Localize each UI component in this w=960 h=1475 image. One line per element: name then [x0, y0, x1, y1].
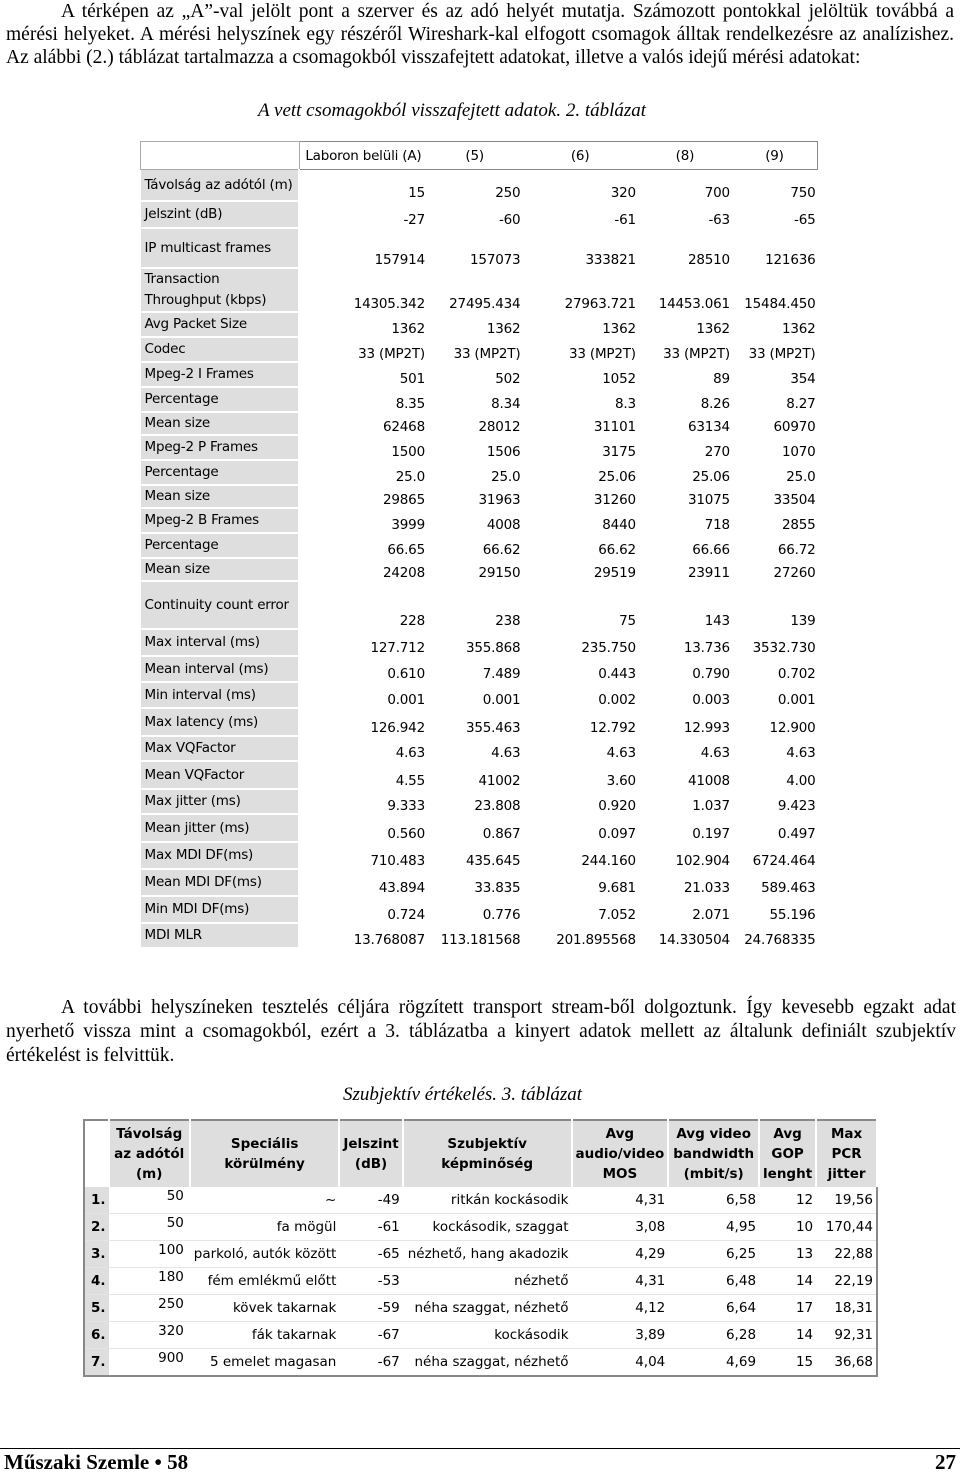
- table2-value-cell: 8440: [602, 516, 636, 533]
- table3-header-cell: Speciális körülmény: [190, 1120, 339, 1187]
- table2-value-cell: 25.06: [598, 468, 636, 485]
- table3-value-cell: 4,31: [572, 1268, 669, 1295]
- table2-caption: A vett csomagokból visszafejtett adatok. 2. táblázat: [258, 100, 647, 121]
- intro-paragraph: [6, 0, 954, 69]
- table2-value-cell: 25.0: [491, 468, 521, 485]
- table2-row: [141, 412, 818, 435]
- table3-row-number: 2.: [84, 1214, 109, 1241]
- table2-value-cell: 0.002: [598, 691, 636, 708]
- table3-header-cell: Szubjektív képminőség: [403, 1120, 572, 1187]
- table2-value-cell: 126.942: [370, 719, 425, 736]
- table2-value-cell: -63: [708, 211, 730, 228]
- table3-value-cell: 4,04: [572, 1349, 669, 1377]
- table3-row-number: 6.: [84, 1322, 109, 1349]
- table2-value-cell: 23.808: [474, 797, 521, 814]
- table2-row: [141, 814, 818, 842]
- table2-value-cell: 0.003: [692, 691, 730, 708]
- table2-row-label: Mean jitter (ms): [141, 814, 300, 842]
- table3-value-cell: néha szaggat, nézhető: [403, 1349, 572, 1377]
- table3-value-cell: 3,89: [572, 1322, 669, 1349]
- table3-value-cell: 250: [109, 1295, 190, 1322]
- table2-value-cell: 14453.061: [658, 295, 730, 312]
- table3-value-cell: ~: [190, 1187, 339, 1214]
- table3-value-cell: 14: [759, 1268, 816, 1295]
- table2-row-label: Codec: [141, 337, 300, 362]
- table2-row: [141, 896, 818, 923]
- footer-journal: Műszaki Szemle • 58: [4, 1450, 189, 1474]
- table2-value-cell: 0.001: [482, 691, 521, 708]
- table2-value-cell: 41002: [478, 772, 521, 789]
- table2-value-cell: 143: [704, 612, 730, 629]
- table2-header-cell: (5): [427, 142, 522, 170]
- table2-row: [141, 708, 818, 736]
- table2-value-cell: 270: [704, 443, 730, 460]
- table3-value-cell: 36,68: [816, 1349, 877, 1377]
- table2-value-cell: 7.489: [482, 665, 521, 682]
- table2-value-cell: 29865: [383, 491, 425, 508]
- table2-row-label: Max VQFactor: [141, 736, 300, 761]
- table3-value-cell: 4,95: [668, 1214, 759, 1241]
- table2-value-cell: 157914: [374, 251, 425, 268]
- table3-value-cell: nézhető: [403, 1268, 572, 1295]
- table2-value-cell: 62468: [383, 418, 425, 435]
- table2-value-cell: 0.497: [777, 825, 816, 842]
- table2-value-cell: 1362: [486, 320, 521, 337]
- table2-header-cell: Laboron belüli (A): [299, 142, 427, 170]
- table2-value-cell: -27: [403, 211, 425, 228]
- table2-value-cell: 12.900: [769, 719, 816, 736]
- table2-value-cell: 8.35: [395, 395, 425, 412]
- table2-row-label: Mpeg-2 P Frames: [141, 435, 300, 460]
- table2-value-cell: 27260: [773, 564, 816, 581]
- table2-value-cell: 66.62: [482, 541, 521, 558]
- table2-header-cell: (6): [522, 142, 637, 170]
- table2-value-cell: 320: [610, 184, 636, 201]
- table2-value-cell: 29519: [593, 564, 636, 581]
- table2-value-cell: 4.63: [491, 744, 521, 761]
- table2-row-label: Percentage: [141, 533, 300, 558]
- table2-value-cell: 66.72: [777, 541, 816, 558]
- table3-value-cell: 17: [759, 1295, 816, 1322]
- table3-value-cell: -65: [339, 1241, 402, 1268]
- table3-subjective-evaluation: [83, 1119, 878, 1377]
- table2-row: [141, 558, 818, 581]
- table2-value-cell: 250: [495, 184, 521, 201]
- table2-value-cell: 33504: [773, 491, 816, 508]
- table2-value-cell: 9.333: [387, 797, 425, 814]
- table3-row: [84, 1187, 877, 1214]
- table2-value-cell: 12.792: [589, 719, 636, 736]
- table2-value-cell: 31075: [688, 491, 730, 508]
- table2-value-cell: 29150: [478, 564, 521, 581]
- table2-row-label: Mean VQFactor: [141, 761, 300, 789]
- table2-row: [141, 736, 818, 761]
- table2-value-cell: 228: [399, 612, 425, 629]
- table2-value-cell: 27495.434: [449, 295, 521, 312]
- table2-value-cell: 502: [495, 370, 521, 387]
- table2-row: [141, 312, 818, 337]
- table3-value-cell: 13: [759, 1241, 816, 1268]
- table2-row: [141, 435, 818, 460]
- table2-value-cell: 238: [495, 612, 521, 629]
- table2-value-cell: 4.63: [606, 744, 636, 761]
- table3-value-cell: 50: [109, 1187, 190, 1214]
- table3-value-cell: -53: [339, 1268, 402, 1295]
- table2-value-cell: 3532.730: [752, 639, 816, 656]
- table2-value-cell: 1070: [781, 443, 816, 460]
- table3-value-cell: -67: [339, 1322, 402, 1349]
- table2-value-cell: 4.63: [395, 744, 425, 761]
- table3-value-cell: 180: [109, 1268, 190, 1295]
- table3-value-cell: fák takarnak: [190, 1322, 339, 1349]
- table2-value-cell: 355.463: [465, 719, 521, 736]
- table2-value-cell: 4.55: [395, 772, 425, 789]
- table3-row: [84, 1322, 877, 1349]
- table2-value-cell: 33 (MP2T): [358, 345, 425, 362]
- table2-value-cell: -60: [498, 211, 521, 228]
- table2-value-cell: 0.560: [387, 825, 425, 842]
- table2-value-cell: 235.750: [581, 639, 636, 656]
- table2-value-cell: 244.160: [581, 852, 636, 869]
- table3-value-cell: 5 emelet magasan: [190, 1349, 339, 1377]
- table2-value-cell: 121636: [765, 251, 816, 268]
- table3-value-cell: 320: [109, 1322, 190, 1349]
- table3-row-number: 1.: [84, 1187, 109, 1214]
- table3-value-cell: 3,08: [572, 1214, 669, 1241]
- table2-value-cell: 3175: [602, 443, 636, 460]
- table2-value-cell: 501: [399, 370, 425, 387]
- table2-row: [141, 508, 818, 533]
- table2-value-cell: 33 (MP2T): [748, 345, 816, 362]
- table2-row: [141, 869, 818, 896]
- table2-row-label: Max latency (ms): [141, 708, 300, 736]
- table3-value-cell: parkoló, autók között: [190, 1241, 339, 1268]
- table2-value-cell: 139: [790, 612, 816, 629]
- table2-value-cell: 63134: [688, 418, 730, 435]
- table2-value-cell: 89: [713, 370, 730, 387]
- table2-value-cell: 23911: [688, 564, 730, 581]
- table2-row-label: IP multicast frames: [141, 228, 300, 268]
- table2-value-cell: 102.904: [675, 852, 730, 869]
- table2-value-cell: 12.993: [683, 719, 730, 736]
- table2-value-cell: 31260: [593, 491, 636, 508]
- table3-value-cell: -59: [339, 1295, 402, 1322]
- table3-value-cell: 22,19: [816, 1268, 877, 1295]
- table2-value-cell: 333821: [585, 251, 636, 268]
- table2-value-cell: 28510: [688, 251, 730, 268]
- table2-value-cell: 0.001: [777, 691, 816, 708]
- table2-value-cell: 9.681: [598, 879, 636, 896]
- table2-row-label: Mean size: [141, 558, 300, 581]
- table2-value-cell: 24.768335: [744, 931, 816, 948]
- table2-value-cell: 41008: [688, 772, 730, 789]
- table3-value-cell: 18,31: [816, 1295, 877, 1322]
- table3-value-cell: 6,28: [668, 1322, 759, 1349]
- table2-value-cell: 14305.342: [353, 295, 425, 312]
- table2-value-cell: 435.645: [465, 852, 521, 869]
- table2-value-cell: 25.0: [395, 468, 425, 485]
- table2-value-cell: 4.63: [700, 744, 730, 761]
- footer-page-number: 27: [935, 1450, 956, 1474]
- table2-value-cell: 15484.450: [744, 295, 816, 312]
- table2-row: [141, 460, 818, 485]
- table3-value-cell: 50: [109, 1214, 190, 1241]
- table2-row: [141, 923, 818, 948]
- table3-row: [84, 1295, 877, 1322]
- table3-value-cell: 6,64: [668, 1295, 759, 1322]
- table2-value-cell: 589.463: [761, 879, 816, 896]
- table2-row: [141, 761, 818, 789]
- table2-value-cell: 718: [704, 516, 730, 533]
- table2-row: [141, 268, 818, 312]
- table2-header-row: [141, 142, 818, 170]
- table2-row-label: Max MDI DF(ms): [141, 842, 300, 869]
- table2-value-cell: 66.62: [598, 541, 636, 558]
- table3-value-cell: fa mögül: [190, 1214, 339, 1241]
- table2-row: [141, 228, 818, 268]
- table3-value-cell: fém emlékmű előtt: [190, 1268, 339, 1295]
- table3-value-cell: 92,31: [816, 1322, 877, 1349]
- table2-value-cell: 3999: [391, 516, 425, 533]
- table3-value-cell: 19,56: [816, 1187, 877, 1214]
- table2-value-cell: 33 (MP2T): [453, 345, 521, 362]
- table2-row: [141, 362, 818, 387]
- table2-value-cell: 1052: [602, 370, 636, 387]
- table2-value-cell: 13.768087: [353, 931, 425, 948]
- table2-value-cell: 0.790: [692, 665, 730, 682]
- table2-row-label: Min interval (ms): [141, 682, 300, 708]
- table2-row-label: Avg Packet Size: [141, 312, 300, 337]
- table2-value-cell: 25.06: [692, 468, 730, 485]
- table3-header-row: [84, 1120, 877, 1187]
- table2-row-label: Percentage: [141, 460, 300, 485]
- table2-value-cell: 33 (MP2T): [663, 345, 730, 362]
- table2-value-cell: 710.483: [370, 852, 425, 869]
- table2-value-cell: 24208: [383, 564, 425, 581]
- table2-value-cell: 8.26: [700, 395, 730, 412]
- table2-value-cell: 0.867: [482, 825, 521, 842]
- table2-value-cell: 1362: [391, 320, 425, 337]
- table3-value-cell: 4,31: [572, 1187, 669, 1214]
- table2-value-cell: 13.736: [683, 639, 730, 656]
- table2-row-label: Continuity count error: [141, 581, 300, 629]
- table2-row: [141, 629, 818, 656]
- table3-value-cell: 12: [759, 1187, 816, 1214]
- table2-value-cell: 15: [408, 184, 425, 201]
- table2-value-cell: 0.920: [598, 797, 636, 814]
- table3-value-cell: kövek takarnak: [190, 1295, 339, 1322]
- table2-value-cell: 1362: [602, 320, 636, 337]
- table3-row: [84, 1241, 877, 1268]
- table2-value-cell: 1.037: [692, 797, 730, 814]
- table3-value-cell: kockásodik, szaggat: [403, 1214, 572, 1241]
- table3-header-cell: Avg video bandwidth (mbit/s): [668, 1120, 759, 1187]
- table3-value-cell: 6,48: [668, 1268, 759, 1295]
- table2-row-label: Mpeg-2 B Frames: [141, 508, 300, 533]
- table3-value-cell: kockásodik: [403, 1322, 572, 1349]
- table2-value-cell: 0.001: [387, 691, 425, 708]
- table2-row-label: Mean interval (ms): [141, 656, 300, 682]
- table2-row-label: Távolság az adótól (m): [141, 170, 300, 201]
- table2-value-cell: 4008: [486, 516, 521, 533]
- table2-value-cell: 1506: [486, 443, 521, 460]
- table2-row: [141, 581, 818, 629]
- table2-row-label: Mean MDI DF(ms): [141, 869, 300, 896]
- table3-value-cell: 4,12: [572, 1295, 669, 1322]
- table3-value-cell: -67: [339, 1349, 402, 1377]
- table3-value-cell: 22,88: [816, 1241, 877, 1268]
- table3-header-cell: Jelszint (dB): [339, 1120, 402, 1187]
- table2-value-cell: 4.63: [786, 744, 816, 761]
- table3-value-cell: 900: [109, 1349, 190, 1377]
- table2-value-cell: 354: [790, 370, 816, 387]
- table2-row-label: Mpeg-2 I Frames: [141, 362, 300, 387]
- table2-value-cell: 0.443: [598, 665, 636, 682]
- table3-value-cell: 6,25: [668, 1241, 759, 1268]
- table2-value-cell: 0.702: [777, 665, 816, 682]
- table3-header-cell: Max PCR jitter: [816, 1120, 877, 1187]
- table2-value-cell: 9.423: [777, 797, 816, 814]
- table2-value-cell: 0.197: [692, 825, 730, 842]
- table2-value-cell: 1500: [391, 443, 425, 460]
- table2-value-cell: 31101: [593, 418, 636, 435]
- table2-row: [141, 170, 818, 201]
- table3-corner-cell: [84, 1120, 109, 1187]
- table3-value-cell: nézhető, hang akadozik: [403, 1241, 572, 1268]
- table2-row: [141, 485, 818, 508]
- table3-header-cell: Avg GOP lenght: [759, 1120, 816, 1187]
- table2-row: [141, 387, 818, 412]
- table3-value-cell: néha szaggat, nézhető: [403, 1295, 572, 1322]
- table3-row-number: 4.: [84, 1268, 109, 1295]
- table2-value-cell: 700: [704, 184, 730, 201]
- table2-value-cell: 25.0: [786, 468, 816, 485]
- table2-value-cell: 0.610: [387, 665, 425, 682]
- table2-row-label: Mean size: [141, 412, 300, 435]
- table3-value-cell: 170,44: [816, 1214, 877, 1241]
- table2-value-cell: 1362: [781, 320, 816, 337]
- table2-value-cell: -65: [794, 211, 816, 228]
- table3-value-cell: -49: [339, 1187, 402, 1214]
- table3-header-cell: Avg audio/video MOS: [572, 1120, 669, 1187]
- table2-value-cell: 27963.721: [564, 295, 636, 312]
- table3-caption: Szubjektív értékelés. 3. táblázat: [343, 1084, 583, 1105]
- table2-row-label: Percentage: [141, 387, 300, 412]
- table2-row: [141, 682, 818, 708]
- table2-value-cell: 157073: [470, 251, 521, 268]
- table2-row-label: Max jitter (ms): [141, 789, 300, 814]
- table2-value-cell: 33 (MP2T): [569, 345, 636, 362]
- table2-value-cell: 75: [619, 612, 636, 629]
- table3-row-number: 5.: [84, 1295, 109, 1322]
- table2-row: [141, 201, 818, 228]
- table3-row: [84, 1214, 877, 1241]
- table2-value-cell: 8.3: [614, 395, 636, 412]
- table2-value-cell: 66.65: [387, 541, 425, 558]
- table2-value-cell: 127.712: [370, 639, 425, 656]
- table3-row-number: 3.: [84, 1241, 109, 1268]
- table2-value-cell: 55.196: [769, 906, 816, 923]
- table2-value-cell: 21.033: [683, 879, 730, 896]
- table2-value-cell: 3.60: [606, 772, 636, 789]
- table3-value-cell: -61: [339, 1214, 402, 1241]
- table2-row: [141, 656, 818, 682]
- table2-row-label: Jelszint (dB): [141, 201, 300, 228]
- table2-row-label: Min MDI DF(ms): [141, 896, 300, 923]
- table2-row-label: Mean size: [141, 485, 300, 508]
- table3-value-cell: 15: [759, 1349, 816, 1377]
- table2-value-cell: 66.66: [692, 541, 730, 558]
- table2-row-label: MDI MLR: [141, 923, 300, 948]
- table2-value-cell: 0.776: [482, 906, 521, 923]
- mid-text: A további helyszíneken tesztelés céljára rögzített transport stream-ből dolgoztunk. Így kevesebb egzakt adat nyerhető vissza mint a csomagokból, ezért a 3. táblázatba a kinyert adatok mellett az általunk definiált szubjektív értékelést is felvittük.: [6, 997, 956, 1066]
- table2-value-cell: 8.34: [491, 395, 521, 412]
- table2-header-cell: (9): [732, 142, 818, 170]
- table2-value-cell: 1362: [696, 320, 730, 337]
- table2-value-cell: 28012: [478, 418, 521, 435]
- table2-value-cell: 0.724: [387, 906, 425, 923]
- table3-value-cell: ritkán kockásodik: [403, 1187, 572, 1214]
- table2-row-label: Max interval (ms): [141, 629, 300, 656]
- table2-value-cell: 7.052: [598, 906, 636, 923]
- table2-value-cell: 113.181568: [440, 931, 521, 948]
- table2-value-cell: 4.00: [786, 772, 816, 789]
- table3-row: [84, 1268, 877, 1295]
- table2-corner-cell: [141, 142, 300, 170]
- intro-text: A térképen az „A”-val jelölt pont a szerver és az adó helyét mutatja. Számozott pontokkal jelöltük továbbá a mérési helyeket. A mérési helyszínek egy részéről Wireshark-kal elfogott csomagok álltak rendelkezésre az analízishez. Az alábbi (2.) táblázat tartalmazza a csomagokból visszafejtett adatokat, illetve a valós idejű mérési adatokat:: [6, 1, 954, 68]
- table3-value-cell: 4,69: [668, 1349, 759, 1377]
- table2-value-cell: 2.071: [692, 906, 730, 923]
- table2-row: [141, 789, 818, 814]
- mid-paragraph: [6, 996, 956, 1068]
- table2-value-cell: 750: [790, 184, 816, 201]
- table2-value-cell: 0.097: [598, 825, 636, 842]
- table3-value-cell: 10: [759, 1214, 816, 1241]
- table3-value-cell: 14: [759, 1322, 816, 1349]
- table2-value-cell: 201.895568: [556, 931, 636, 948]
- table2-row: [141, 337, 818, 362]
- table2-value-cell: 43.894: [378, 879, 425, 896]
- table2-header-cell: (8): [638, 142, 732, 170]
- table2-decoded-packet-data: [140, 141, 818, 949]
- table2-value-cell: -61: [614, 211, 636, 228]
- table2-value-cell: 2855: [781, 516, 816, 533]
- table2-row: [141, 842, 818, 869]
- footer-rule: [0, 1448, 960, 1449]
- table2-value-cell: 60970: [773, 418, 816, 435]
- table2-value-cell: 33.835: [474, 879, 521, 896]
- table3-value-cell: 4,29: [572, 1241, 669, 1268]
- table2-value-cell: 6724.464: [752, 852, 816, 869]
- table3-row: [84, 1349, 877, 1377]
- table2-value-cell: 31963: [478, 491, 521, 508]
- table2-value-cell: 14.330504: [658, 931, 730, 948]
- table3-value-cell: 100: [109, 1241, 190, 1268]
- table3-header-cell: Távolság az adótól (m): [109, 1120, 190, 1187]
- table3-row-number: 7.: [84, 1349, 109, 1377]
- table2-row: [141, 533, 818, 558]
- table2-row-label: Transaction Throughput (kbps): [141, 268, 300, 312]
- table3-value-cell: 6,58: [668, 1187, 759, 1214]
- table2-value-cell: 8.27: [786, 395, 816, 412]
- table2-value-cell: 355.868: [465, 639, 521, 656]
